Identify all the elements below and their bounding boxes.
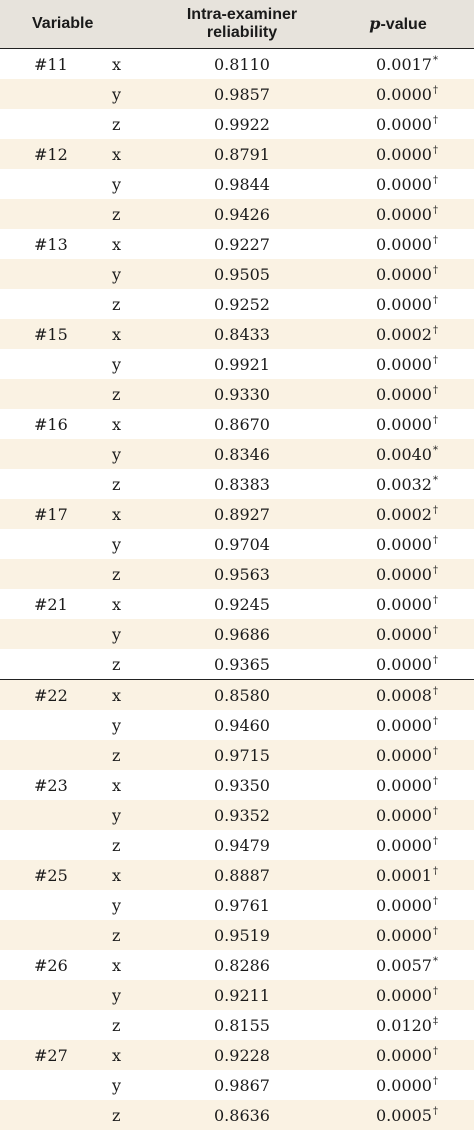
reliability-cell: 0.9352 — [162, 800, 322, 830]
axis-cell: y — [112, 174, 122, 194]
significance-mark: † — [432, 114, 438, 126]
variable-cell: #27 — [0, 1040, 112, 1070]
axis-cell: x — [112, 775, 122, 795]
p-value-cell — [322, 980, 474, 1010]
p-value: 0.0120 — [376, 1015, 432, 1035]
reliability-cell: 0.9252 — [214, 294, 270, 314]
p-value-cell — [322, 379, 474, 409]
table-row — [0, 529, 474, 559]
significance-mark: † — [432, 745, 438, 757]
variable-cell — [0, 379, 112, 409]
axis-cell: z — [112, 474, 121, 494]
reliability-cell: 0.8155 — [214, 1015, 270, 1035]
p-value-cell — [322, 169, 474, 199]
significance-mark: † — [432, 985, 438, 997]
variable-cell: #21 — [34, 594, 68, 614]
p-value: 0.0002 — [376, 324, 432, 344]
p-value: 0.0000 — [376, 144, 432, 164]
axis-cell: x — [112, 955, 122, 975]
significance-mark: † — [432, 594, 438, 606]
p-value-cell — [322, 770, 474, 800]
variable-cell — [0, 349, 112, 379]
table-body — [0, 49, 474, 1130]
reliability-cell: 0.9921 — [214, 354, 270, 374]
reliability-cell: 0.8346 — [162, 439, 322, 469]
p-value: 0.0057 — [376, 955, 432, 975]
table-row — [0, 1070, 474, 1100]
p-value-cell — [322, 1070, 474, 1100]
p-value: 0.0000 — [376, 835, 432, 855]
significance-mark: † — [432, 534, 438, 546]
p-value-cell — [322, 619, 474, 649]
p-value-cell — [322, 439, 474, 469]
significance-mark: † — [432, 1045, 438, 1057]
variable-cell: #22 — [0, 680, 112, 711]
variable-cell — [0, 619, 112, 649]
reliability-cell: 0.9844 — [214, 174, 270, 194]
header-variable: Variable — [0, 0, 162, 49]
axis-cell: z — [112, 199, 162, 229]
significance-mark: † — [432, 654, 438, 666]
axis-cell: z — [112, 559, 162, 589]
reliability-cell: 0.9686 — [162, 619, 322, 649]
axis-cell: y — [112, 534, 122, 554]
table-row — [0, 860, 474, 890]
variable-cell: #16 — [34, 414, 68, 434]
axis-cell: z — [112, 920, 162, 950]
significance-mark: † — [432, 504, 438, 516]
table-row — [0, 680, 474, 711]
table-row — [0, 439, 474, 469]
significance-mark: † — [432, 564, 438, 576]
table-row — [0, 559, 474, 589]
significance-mark: † — [432, 895, 438, 907]
p-value-cell — [322, 469, 474, 499]
table-row — [0, 79, 474, 109]
p-value: 0.0000 — [376, 1075, 432, 1095]
variable-cell: #17 — [0, 499, 112, 529]
p-value: 0.0000 — [376, 895, 432, 915]
reliability-cell: 0.9867 — [214, 1075, 270, 1095]
axis-cell: x — [112, 594, 122, 614]
table-row — [0, 469, 474, 499]
reliability-cell: 0.8580 — [162, 680, 322, 711]
variable-cell — [0, 469, 112, 499]
p-value: 0.0000 — [376, 234, 432, 254]
p-value: 0.0000 — [376, 534, 432, 554]
p-value: 0.0000 — [376, 354, 432, 374]
p-value: 0.0000 — [376, 114, 432, 134]
table-row — [0, 349, 474, 379]
significance-mark: * — [432, 955, 438, 967]
variable-cell — [0, 529, 112, 559]
axis-cell: z — [112, 114, 121, 134]
reliability-cell: 0.9245 — [214, 594, 270, 614]
axis-cell: z — [112, 649, 162, 680]
p-value-cell — [322, 1040, 474, 1070]
p-value-cell — [322, 109, 474, 139]
significance-mark: † — [432, 384, 438, 396]
variable-cell: #13 — [34, 234, 68, 254]
reliability-cell: 0.9761 — [214, 895, 270, 915]
table-row — [0, 169, 474, 199]
variable-cell: #25 — [0, 860, 112, 890]
axis-cell: x — [112, 54, 122, 74]
axis-cell: y — [112, 715, 122, 735]
p-value-cell — [322, 289, 474, 319]
axis-cell: y — [112, 619, 162, 649]
axis-cell: x — [112, 139, 162, 169]
header-row — [0, 0, 474, 49]
variable-cell: #12 — [0, 139, 112, 169]
reliability-cell: 0.8791 — [162, 139, 322, 169]
reliability-cell: 0.8670 — [214, 414, 270, 434]
table-header — [0, 0, 474, 49]
header-reliability — [162, 0, 322, 49]
p-value-cell — [322, 139, 474, 169]
variable-cell — [0, 830, 112, 860]
p-value: 0.0002 — [376, 504, 432, 524]
table-row — [0, 319, 474, 349]
significance-mark: * — [432, 54, 438, 66]
variable-cell — [0, 109, 112, 139]
variable-cell — [0, 920, 112, 950]
p-value: 0.0000 — [376, 775, 432, 795]
table-row — [0, 379, 474, 409]
significance-mark: † — [432, 715, 438, 727]
header-p-value: p-value — [322, 0, 474, 49]
significance-mark: † — [432, 144, 438, 156]
reliability-cell: 0.9426 — [162, 199, 322, 229]
p-value: 0.0032 — [376, 474, 432, 494]
axis-cell: y — [112, 439, 162, 469]
p-value: 0.0000 — [376, 84, 432, 104]
p-value-cell — [322, 800, 474, 830]
significance-mark: † — [432, 294, 438, 306]
significance-mark: † — [432, 925, 438, 937]
p-value: 0.0008 — [376, 685, 432, 705]
axis-cell: y — [112, 354, 122, 374]
variable-cell — [0, 649, 112, 680]
reliability-cell: 0.9519 — [162, 920, 322, 950]
table-row — [0, 950, 474, 980]
table-row — [0, 890, 474, 920]
p-value: 0.0000 — [376, 564, 432, 584]
axis-cell: x — [112, 499, 162, 529]
p-value-cell — [322, 920, 474, 950]
variable-cell — [0, 169, 112, 199]
p-value-cell — [322, 559, 474, 589]
variable-cell: #26 — [34, 955, 68, 975]
axis-cell: y — [112, 980, 162, 1010]
reliability-cell: 0.9365 — [162, 649, 322, 680]
reliability-cell: 0.9505 — [162, 259, 322, 289]
table-row — [0, 109, 474, 139]
p-value: 0.0000 — [376, 594, 432, 614]
header-reliability-line1: Intra-examiner — [186, 6, 298, 23]
table-row — [0, 800, 474, 830]
variable-cell: #23 — [34, 775, 68, 795]
variable-cell: #15 — [0, 319, 112, 349]
p-value: 0.0000 — [376, 985, 432, 1005]
reliability-cell: 0.9704 — [214, 534, 270, 554]
p-value-cell — [322, 229, 474, 259]
p-value-cell — [322, 830, 474, 860]
reliability-cell: 0.9350 — [214, 775, 270, 795]
p-value-cell — [322, 740, 474, 770]
table-row — [0, 199, 474, 229]
variable-cell — [0, 1100, 112, 1130]
reliability-cell: 0.8383 — [214, 474, 270, 494]
p-value: 0.0040 — [376, 444, 432, 464]
p-value-cell — [322, 199, 474, 229]
axis-cell: z — [112, 1100, 162, 1130]
p-value-cell — [322, 589, 474, 619]
table-row — [0, 710, 474, 740]
table-row — [0, 920, 474, 950]
table-row — [0, 409, 474, 439]
significance-mark: † — [432, 624, 438, 636]
table-row — [0, 139, 474, 169]
reliability-cell: 0.9857 — [162, 79, 322, 109]
reliability-cell: 0.8286 — [214, 955, 270, 975]
reliability-cell: 0.8110 — [214, 54, 270, 74]
p-value: 0.0000 — [376, 654, 432, 674]
p-value: 0.0000 — [376, 1045, 432, 1065]
table-row — [0, 259, 474, 289]
p-value: 0.0000 — [376, 294, 432, 314]
significance-mark: † — [432, 775, 438, 787]
axis-cell: x — [112, 319, 162, 349]
reliability-cell: 0.9211 — [162, 980, 322, 1010]
variable-cell — [0, 199, 112, 229]
table-row — [0, 980, 474, 1010]
axis-cell: z — [112, 740, 162, 770]
axis-cell: z — [112, 835, 121, 855]
significance-mark: † — [432, 324, 438, 336]
reliability-cell: 0.8887 — [162, 860, 322, 890]
p-value-cell — [322, 529, 474, 559]
p-value: 0.0001 — [376, 865, 432, 885]
p-value: 0.0000 — [376, 384, 432, 404]
reliability-cell: 0.9228 — [162, 1040, 322, 1070]
variable-cell — [0, 79, 112, 109]
significance-mark: † — [432, 414, 438, 426]
p-value-cell — [322, 49, 474, 80]
table-row — [0, 619, 474, 649]
header-reliability-line2: reliability — [206, 24, 278, 41]
p-value-cell — [322, 409, 474, 439]
p-value-cell — [322, 1010, 474, 1040]
table-row — [0, 649, 474, 680]
p-value: 0.0000 — [376, 204, 432, 224]
reliability-cell: 0.8433 — [162, 319, 322, 349]
reliability-cell: 0.9227 — [214, 234, 270, 254]
p-value: 0.0000 — [376, 624, 432, 644]
significance-mark: † — [432, 174, 438, 186]
axis-cell: x — [112, 414, 122, 434]
p-value-cell — [322, 890, 474, 920]
reliability-cell: 0.8927 — [162, 499, 322, 529]
reliability-cell: 0.9563 — [162, 559, 322, 589]
p-value-cell — [322, 1100, 474, 1130]
significance-mark: * — [432, 444, 438, 456]
p-value-cell — [322, 680, 474, 711]
axis-cell: z — [112, 1015, 121, 1035]
p-value-cell — [322, 950, 474, 980]
significance-mark: † — [432, 204, 438, 216]
axis-cell: x — [112, 680, 162, 711]
reliability-cell: 0.9460 — [214, 715, 270, 735]
variable-cell — [0, 710, 112, 740]
axis-cell: y — [112, 895, 122, 915]
table-row — [0, 770, 474, 800]
axis-cell: x — [112, 1040, 162, 1070]
variable-cell — [0, 740, 112, 770]
variable-cell — [0, 259, 112, 289]
table-row — [0, 289, 474, 319]
significance-mark: † — [432, 865, 438, 877]
axis-cell: x — [112, 860, 162, 890]
significance-mark: † — [432, 805, 438, 817]
axis-cell: z — [112, 294, 121, 314]
significance-mark: † — [432, 264, 438, 276]
variable-cell — [0, 559, 112, 589]
significance-mark: † — [432, 835, 438, 847]
table-row — [0, 49, 474, 80]
p-value-cell — [322, 860, 474, 890]
significance-mark: † — [432, 84, 438, 96]
table-row — [0, 1010, 474, 1040]
significance-mark: † — [432, 234, 438, 246]
table-row — [0, 1100, 474, 1130]
p-value: 0.0000 — [376, 715, 432, 735]
p-value: 0.0000 — [376, 805, 432, 825]
axis-cell: y — [112, 800, 162, 830]
variable-cell — [0, 980, 112, 1010]
p-value-cell — [322, 710, 474, 740]
p-value: 0.0000 — [376, 264, 432, 284]
variable-cell — [0, 439, 112, 469]
table-row — [0, 589, 474, 619]
significance-mark: * — [432, 474, 438, 486]
p-value-cell — [322, 259, 474, 289]
table-row — [0, 499, 474, 529]
variable-cell — [0, 890, 112, 920]
significance-mark: ‡ — [432, 1015, 438, 1027]
p-value-cell — [322, 649, 474, 680]
p-value-cell — [322, 319, 474, 349]
p-value: 0.0005 — [376, 1105, 432, 1125]
p-value-cell — [322, 499, 474, 529]
significance-mark: † — [432, 1105, 438, 1117]
reliability-cell: 0.8636 — [162, 1100, 322, 1130]
table-row — [0, 229, 474, 259]
reliability-cell: 0.9715 — [162, 740, 322, 770]
significance-mark: † — [432, 685, 438, 697]
p-value: 0.0000 — [376, 174, 432, 194]
axis-cell: z — [112, 379, 162, 409]
variable-cell — [0, 1070, 112, 1100]
p-value-cell — [322, 349, 474, 379]
table-row — [0, 740, 474, 770]
significance-mark: † — [432, 354, 438, 366]
table-row — [0, 830, 474, 860]
reliability-cell: 0.9479 — [214, 835, 270, 855]
p-value: 0.0000 — [376, 925, 432, 945]
p-value: 0.0000 — [376, 414, 432, 434]
p-value: 0.0000 — [376, 745, 432, 765]
significance-mark: † — [432, 1075, 438, 1087]
axis-cell: y — [112, 1075, 122, 1095]
variable-cell — [0, 800, 112, 830]
axis-cell: y — [112, 259, 162, 289]
variable-cell — [0, 289, 112, 319]
table-row — [0, 1040, 474, 1070]
reliability-cell: 0.9330 — [162, 379, 322, 409]
reliability-cell: 0.9922 — [214, 114, 270, 134]
variable-cell — [0, 1010, 112, 1040]
p-value-cell — [322, 79, 474, 109]
axis-cell: x — [112, 234, 122, 254]
axis-cell: y — [112, 79, 162, 109]
p-value: 0.0017 — [376, 54, 432, 74]
variable-cell: #11 — [34, 54, 68, 74]
